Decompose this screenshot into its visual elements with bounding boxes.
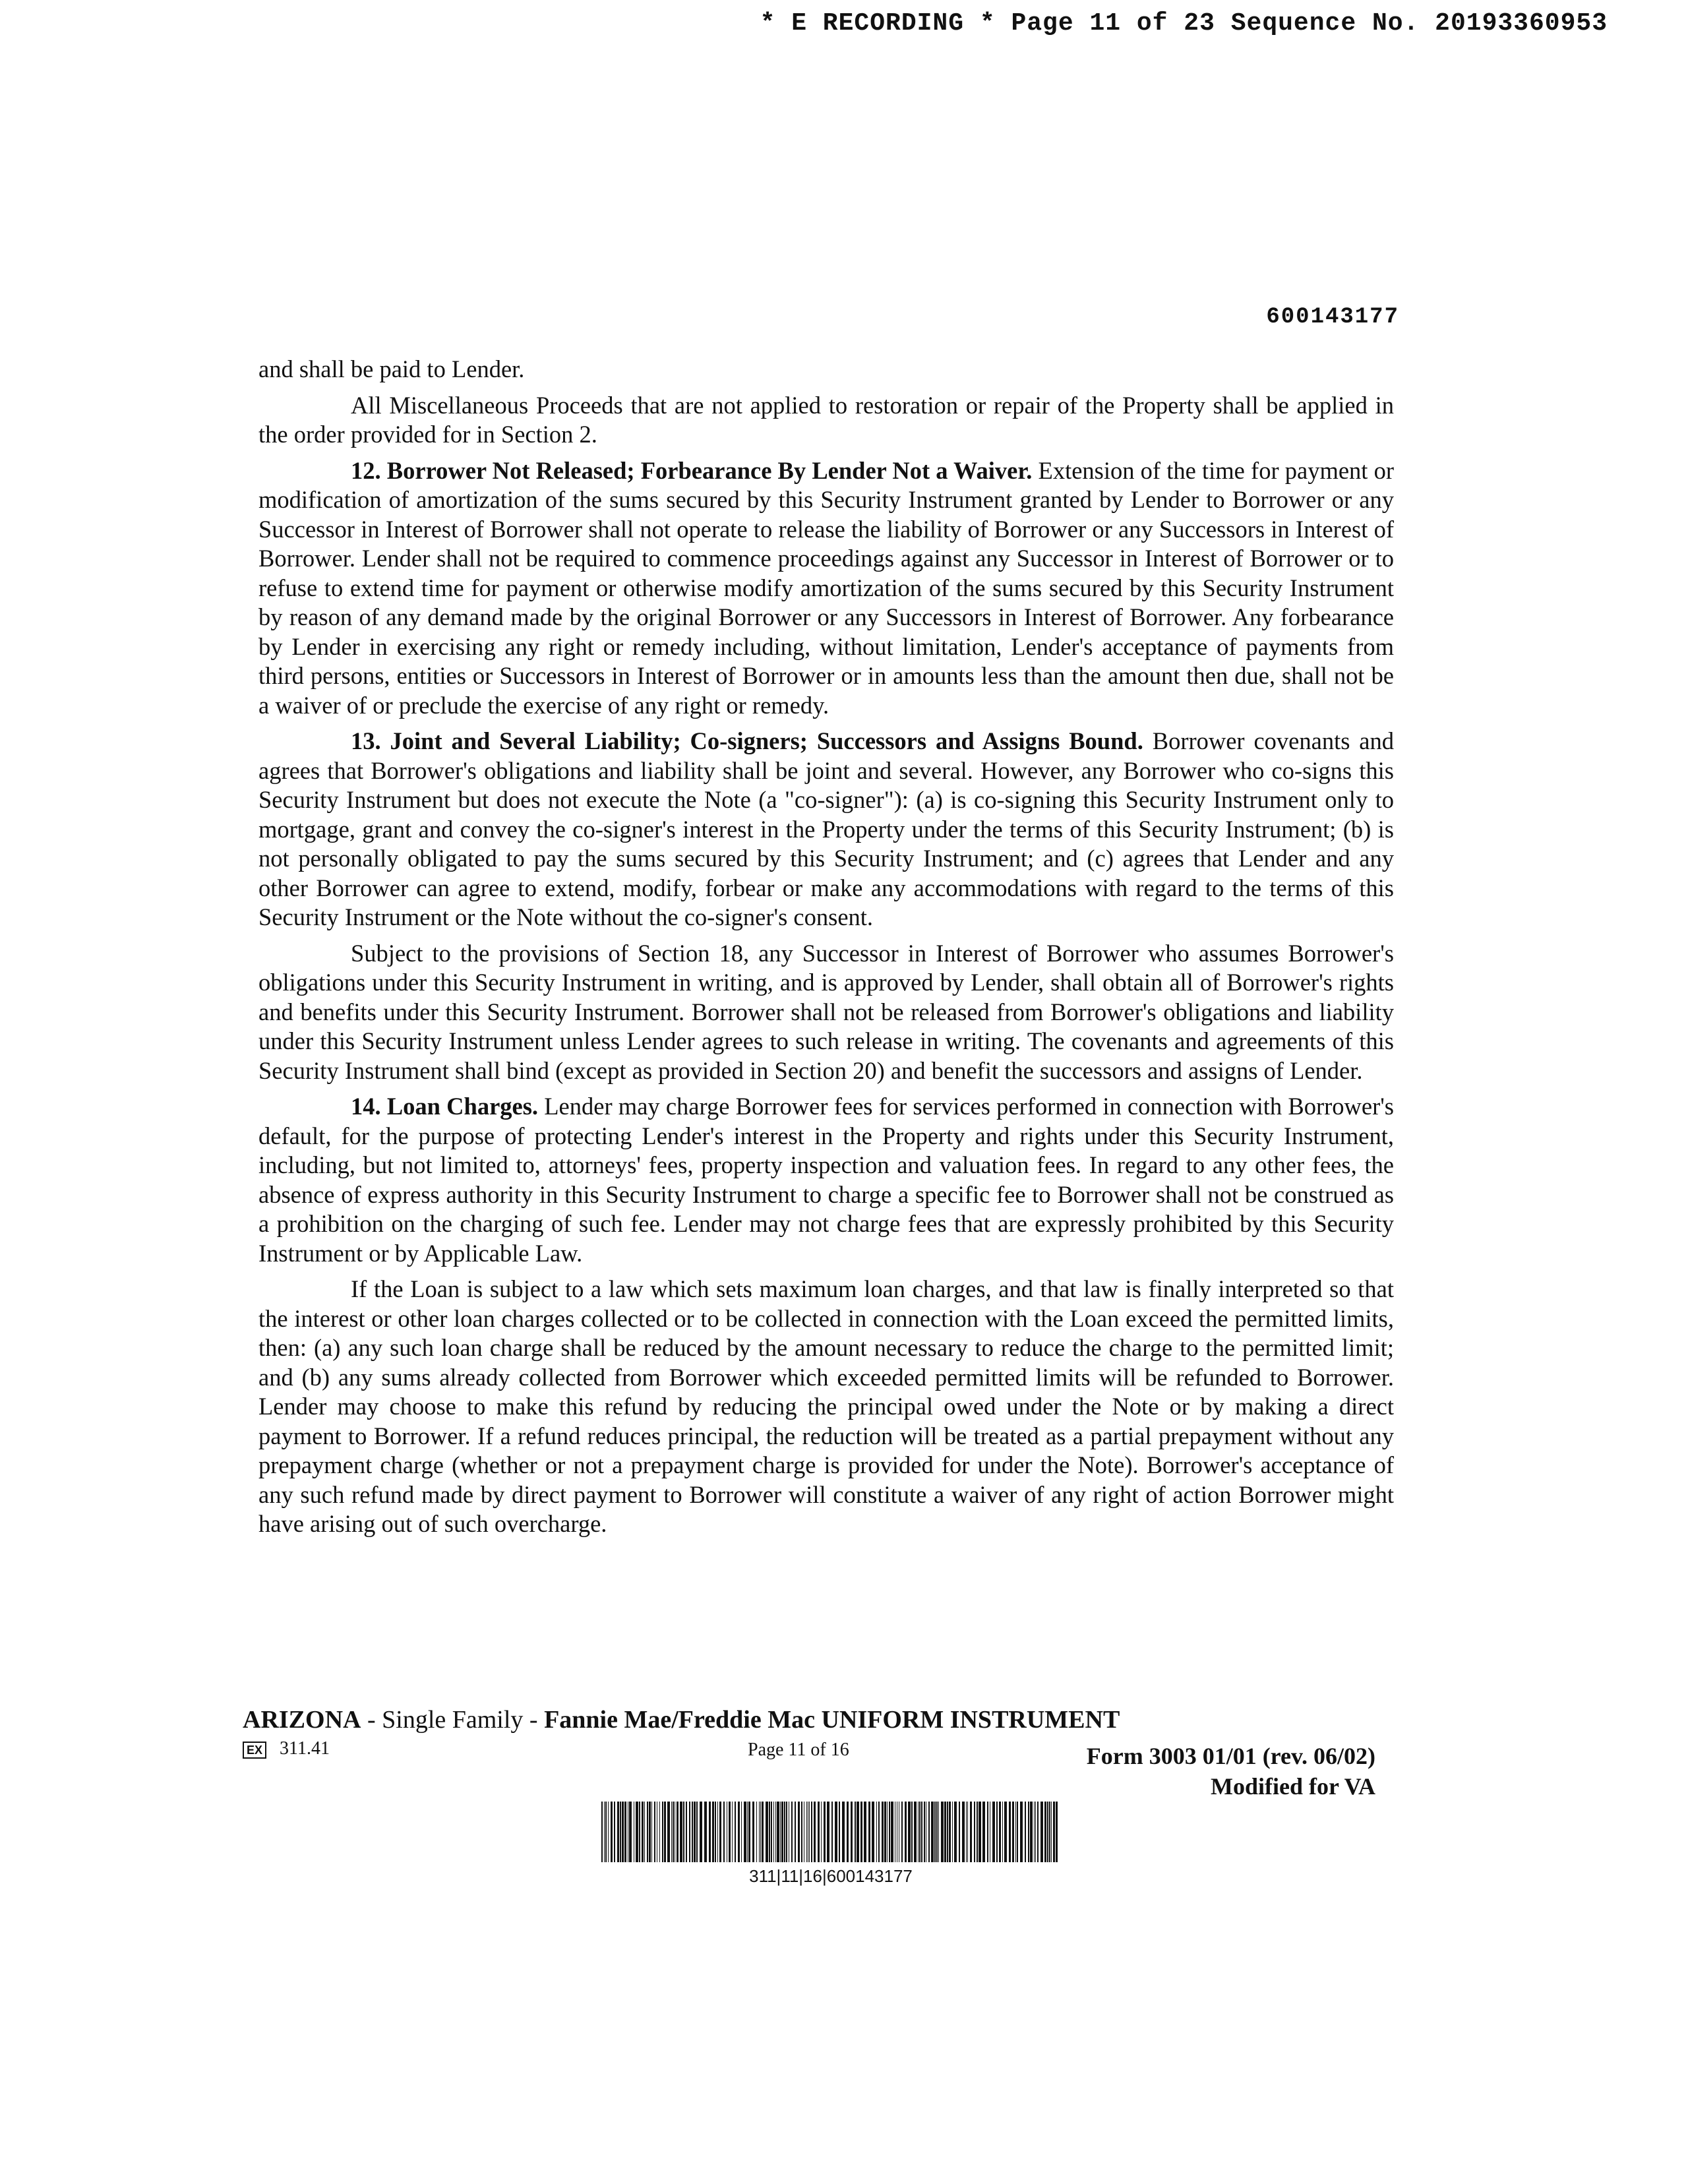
barcode-bar — [919, 1802, 920, 1862]
barcode-bar — [617, 1802, 619, 1862]
barcode-bar — [857, 1802, 859, 1862]
barcode-bar — [974, 1802, 975, 1862]
barcode-bar — [1025, 1802, 1026, 1862]
barcode-bar — [769, 1802, 770, 1862]
barcode-bar — [798, 1802, 800, 1862]
barcode-bar — [1002, 1802, 1003, 1862]
form-title — [243, 1705, 1120, 1734]
barcode-bar — [835, 1802, 837, 1862]
barcode-bar — [1028, 1802, 1029, 1862]
barcode-bar — [771, 1802, 772, 1862]
barcode-bar — [809, 1802, 810, 1862]
paragraph-continuation: and shall be paid to Lender. — [258, 355, 525, 382]
barcode-bar — [692, 1802, 693, 1862]
barcode-bar — [781, 1802, 783, 1862]
barcode-bar — [1009, 1802, 1011, 1862]
barcode-bar — [818, 1802, 820, 1862]
barcode-bar — [1051, 1802, 1052, 1862]
barcode-bar — [723, 1802, 725, 1862]
barcode-bar — [700, 1802, 702, 1862]
form-state: ARIZONA — [243, 1706, 361, 1734]
barcode-bar — [839, 1802, 840, 1862]
barcode-bar — [664, 1802, 666, 1862]
barcode-bar — [1012, 1802, 1014, 1862]
barcode-bar — [605, 1802, 607, 1862]
section-13-heading: 13. Joint and Several Liability; Co-signers; Successors and Assigns Bound. — [351, 727, 1143, 754]
section-14-text: Lender may charge Borrower fees for services performed in connection with Borrower's default, for the purpose of protecting Lender's interest in the Property and rights under this Security Instrument, including, but not limited to, attorneys' fees, property inspection and valuation fees. In regard to any other fees, the absence of express authority in this Security Instrument to charge a specific fee to Borrower shall not be construed as a prohibition on the charging of such fee. Lender may not charge fees that are expressly prohibited by this Security Instrument or by Applicable Law. — [258, 1093, 1395, 1267]
section-13 — [258, 727, 1394, 932]
barcode-bar — [827, 1802, 829, 1862]
barcode-bar — [1034, 1802, 1035, 1862]
barcode-bar — [689, 1802, 690, 1862]
barcode-bar — [891, 1802, 893, 1862]
barcode-bar — [801, 1802, 802, 1862]
barcode-bar — [784, 1802, 785, 1862]
barcode-bar — [680, 1802, 682, 1862]
form-logo-icon: EX — [243, 1742, 266, 1759]
barcode-bar — [735, 1802, 736, 1862]
barcode-bar — [775, 1802, 776, 1862]
barcode-bar — [694, 1802, 696, 1862]
barcode-bar — [629, 1802, 632, 1862]
barcode-bar — [732, 1802, 733, 1862]
barcode-bar — [982, 1802, 985, 1862]
barcode-bar — [671, 1802, 672, 1862]
barcode-bar — [824, 1802, 826, 1862]
barcode-bar — [712, 1802, 714, 1862]
barcode-bar — [1017, 1802, 1018, 1862]
barcode-bar — [842, 1802, 845, 1862]
loan-number: 600143177 — [1266, 305, 1399, 330]
form-type: - Single Family - — [361, 1706, 545, 1734]
barcode-bar — [756, 1802, 757, 1862]
barcode-bar — [876, 1802, 877, 1862]
barcode-bar — [752, 1802, 754, 1862]
barcode-bar — [811, 1802, 812, 1862]
barcode-bar — [918, 1802, 919, 1862]
barcode-bar — [908, 1802, 911, 1862]
barcode-bar — [970, 1802, 972, 1862]
barcode-image — [601, 1802, 1060, 1862]
section-14-heading: 14. Loan Charges. — [351, 1093, 539, 1120]
barcode-bar — [696, 1802, 698, 1862]
section-14 — [258, 1092, 1394, 1268]
barcode-bar — [847, 1802, 849, 1862]
barcode-bar — [686, 1802, 687, 1862]
barcode-bar — [611, 1802, 613, 1862]
barcode-bar — [1056, 1802, 1058, 1862]
barcode-bar — [924, 1802, 925, 1862]
barcode-bar — [791, 1802, 793, 1862]
barcode-bar — [1044, 1802, 1046, 1862]
barcode-bar — [921, 1802, 922, 1862]
barcode-bar — [654, 1802, 655, 1862]
barcode-bar — [931, 1802, 934, 1862]
paragraph-misc-proceeds: All Miscellaneous Proceeds that are not applied to restoration or repair of the Property shall be applied in the order provided for in Section 2. — [258, 391, 1394, 448]
barcode-bar — [644, 1802, 645, 1862]
barcode-bar — [992, 1802, 995, 1862]
barcode-bar — [1015, 1802, 1016, 1862]
barcode-bar — [719, 1802, 721, 1862]
barcode-bar — [667, 1802, 670, 1862]
barcode-bar — [901, 1802, 903, 1862]
section-12-text: Extension of the time for payment or modification of amortization of the sums secured by this Security Instrument granted by Lender to Borrower or any Successor in Interest of Borrower shall not operate to release the liability of Borrower or any Successors in Interest of Borrower. Lender shall not be required to commence proceedings against any Successor in Interest of Borrower or to refuse to extend time for payment or otherwise modify amortization of the sums secured by this Security Instrument by reason of any demand made by the original Borrower or any Successors in Interest of Borrower. Any forbearance by Lender in exercising any right or remedy including, without limitation, Lender's acceptance of payments from third persons, entities or Successors in Interest of Borrower or in amounts less than the amount then due, shall not be a waiver of or preclude the exercise of any right or remedy. — [258, 456, 1395, 719]
barcode-bar — [786, 1802, 787, 1862]
barcode-bar — [864, 1802, 866, 1862]
barcode-bar — [780, 1802, 781, 1862]
barcode-bar — [934, 1802, 936, 1862]
barcode-bar — [759, 1802, 760, 1862]
barcode-bar — [821, 1802, 822, 1862]
barcode-bar — [1049, 1802, 1050, 1862]
barcode-bar — [760, 1802, 761, 1862]
barcode-bar — [1030, 1802, 1033, 1862]
barcode-bar — [766, 1802, 768, 1862]
barcode-bar — [954, 1802, 957, 1862]
barcode-bar — [709, 1802, 711, 1862]
form-number: Form 3003 01/01 (rev. 06/02) — [1086, 1743, 1375, 1769]
barcode-bar — [944, 1802, 946, 1862]
barcode-bar — [738, 1802, 740, 1862]
barcode-bar — [882, 1802, 884, 1862]
form-modified: Modified for VA — [1210, 1773, 1375, 1800]
barcode-bar — [851, 1802, 853, 1862]
barcode-bar — [639, 1802, 640, 1862]
barcode-bar — [620, 1802, 621, 1862]
barcode-bar — [928, 1802, 930, 1862]
barcode-bar — [814, 1802, 816, 1862]
barcode-bar — [947, 1802, 948, 1862]
barcode-bar — [914, 1802, 917, 1862]
barcode-bar — [979, 1802, 981, 1862]
barcode-bar — [717, 1802, 718, 1862]
barcode-bar — [949, 1802, 951, 1862]
barcode-bar — [999, 1802, 1001, 1862]
barcode-bar — [773, 1802, 774, 1862]
barcode-bar — [651, 1802, 652, 1862]
barcode-bar — [831, 1802, 833, 1862]
barcode-bar — [887, 1802, 888, 1862]
section-12-heading: 12. Borrower Not Released; Forbearance By Lender Not a Waiver. — [351, 456, 1033, 484]
barcode-bar — [747, 1802, 748, 1862]
barcode-bar — [936, 1802, 938, 1862]
section-13-paragraph-2: Subject to the provisions of Section 18, any Successor in Interest of Borrower who assumes Borrower's obligations under this Security Instrument in writing, and is approved by Lender, shall obtain all of Borrower's rights and benefits under this Security Instrument. Borrower shall not be released from Borrower's obligations and liability under this Security Instrument unless Lender agrees to such release in writing. The covenants and agreements of this Security Instrument shall bind (except as provided in Section 20) and benefit the successors and assigns of Lender. — [258, 939, 1394, 1084]
barcode-bar — [966, 1802, 967, 1862]
barcode-bar — [729, 1802, 731, 1862]
form-instrument: Fannie Mae/Freddie Mac UNIFORM INSTRUMENT — [544, 1706, 1120, 1734]
barcode-bar — [889, 1802, 890, 1862]
barcode-bar — [962, 1802, 965, 1862]
barcode-bar — [1004, 1802, 1007, 1862]
barcode-bar — [649, 1802, 651, 1862]
barcode-bar — [608, 1802, 609, 1862]
barcode-bar — [1020, 1802, 1023, 1862]
page-number: Page 11 of 16 — [748, 1740, 849, 1760]
barcode-bar — [795, 1802, 796, 1862]
barcode-bar — [1047, 1802, 1048, 1862]
barcode-bar — [860, 1802, 862, 1862]
form-code: 311.41 — [280, 1738, 330, 1759]
barcode-bar — [744, 1802, 746, 1862]
barcode-bar — [777, 1802, 779, 1862]
barcode-bar — [967, 1802, 968, 1862]
barcode-bar — [636, 1802, 638, 1862]
barcode-text: 311|11|16|600143177 — [749, 1866, 913, 1886]
barcode-bar — [1053, 1802, 1055, 1862]
barcode-bar — [715, 1802, 716, 1862]
barcode-bar — [868, 1802, 870, 1862]
section-14-paragraph-2: If the Loan is subject to a law which sets maximum loan charges, and that law is finally interpreted so that the interest or other loan charges collected or to be collected in connection with the Loan exceed the permitted limits, then: (a) any such loan charge shall be reduced by the amount necessary to reduce the charge to the permitted limit; and (b) any sums already collected from Borrower which exceeded permitted limits will be refunded to Borrower. Lender may choose to make this refund by reducing the principal owed under the Note or by making a direct payment to Borrower. If a refund reduces principal, the reduction will be treated as a partial prepayment without any prepayment charge (whether or not a prepayment charge is provided for under the Note). Borrower's acceptance of any such refund made by direct payment to Borrower will constitute a waiver of any right of action Borrower might have arising out of such overcharge. — [258, 1275, 1394, 1537]
barcode-bar — [762, 1802, 764, 1862]
barcode-bar — [938, 1802, 939, 1862]
barcode-bar — [673, 1802, 674, 1862]
barcode-bar — [952, 1802, 953, 1862]
barcode-bar — [601, 1802, 603, 1862]
barcode-bar — [642, 1802, 644, 1862]
barcode-bar — [604, 1802, 605, 1862]
barcode-bar — [659, 1802, 660, 1862]
barcode-bar — [622, 1802, 624, 1862]
barcode-bar — [884, 1802, 886, 1862]
barcode-bar — [855, 1802, 856, 1862]
form-code-row — [243, 1738, 330, 1759]
barcode-bar — [872, 1802, 874, 1862]
recording-header: * E RECORDING * Page 11 of 23 Sequence No. 20193360953 — [760, 9, 1608, 38]
barcode-bar — [683, 1802, 684, 1862]
document-body — [258, 355, 1394, 1546]
barcode-bar — [677, 1802, 678, 1862]
barcode-bar — [741, 1802, 742, 1862]
barcode-bar — [647, 1802, 648, 1862]
barcode-bar — [614, 1802, 615, 1862]
barcode-bar — [624, 1802, 626, 1862]
barcode-bar — [748, 1802, 750, 1862]
barcode-bar — [977, 1802, 978, 1862]
barcode-bar — [1040, 1802, 1043, 1862]
barcode-bar — [662, 1802, 663, 1862]
barcode-bar — [1037, 1802, 1039, 1862]
section-13-text: Borrower covenants and agrees that Borrower's obligations and liability shall be joint and several. However, any Borrower who co-signs this Security Instrument but does not execute the Note (a "co-signer"): (a) is co-signing this Security Instrument only to mortgage, grant and convey the co-signer's interest in the Property under the terms of this Security Instrument; (b) is not personally obligated to pay the sums secured by this Security Instrument; and (c) agrees that Lender and any other Borrower can agree to extend, modify, forbear or make any accommodations with regard to the terms of this Security Instrument or the Note without the co-signer's consent. — [258, 727, 1394, 930]
barcode-bar — [959, 1802, 960, 1862]
barcode-bar — [905, 1802, 907, 1862]
barcode-bar — [878, 1802, 880, 1862]
section-12 — [258, 456, 1394, 721]
barcode-bar — [1035, 1802, 1036, 1862]
barcode-bar — [704, 1802, 707, 1862]
barcode-bar — [987, 1802, 988, 1862]
barcode-bar — [996, 1802, 998, 1862]
barcode-bar — [941, 1802, 944, 1862]
form-number-block — [1087, 1741, 1375, 1802]
barcode-bar — [806, 1802, 807, 1862]
barcode-bar — [911, 1802, 913, 1862]
